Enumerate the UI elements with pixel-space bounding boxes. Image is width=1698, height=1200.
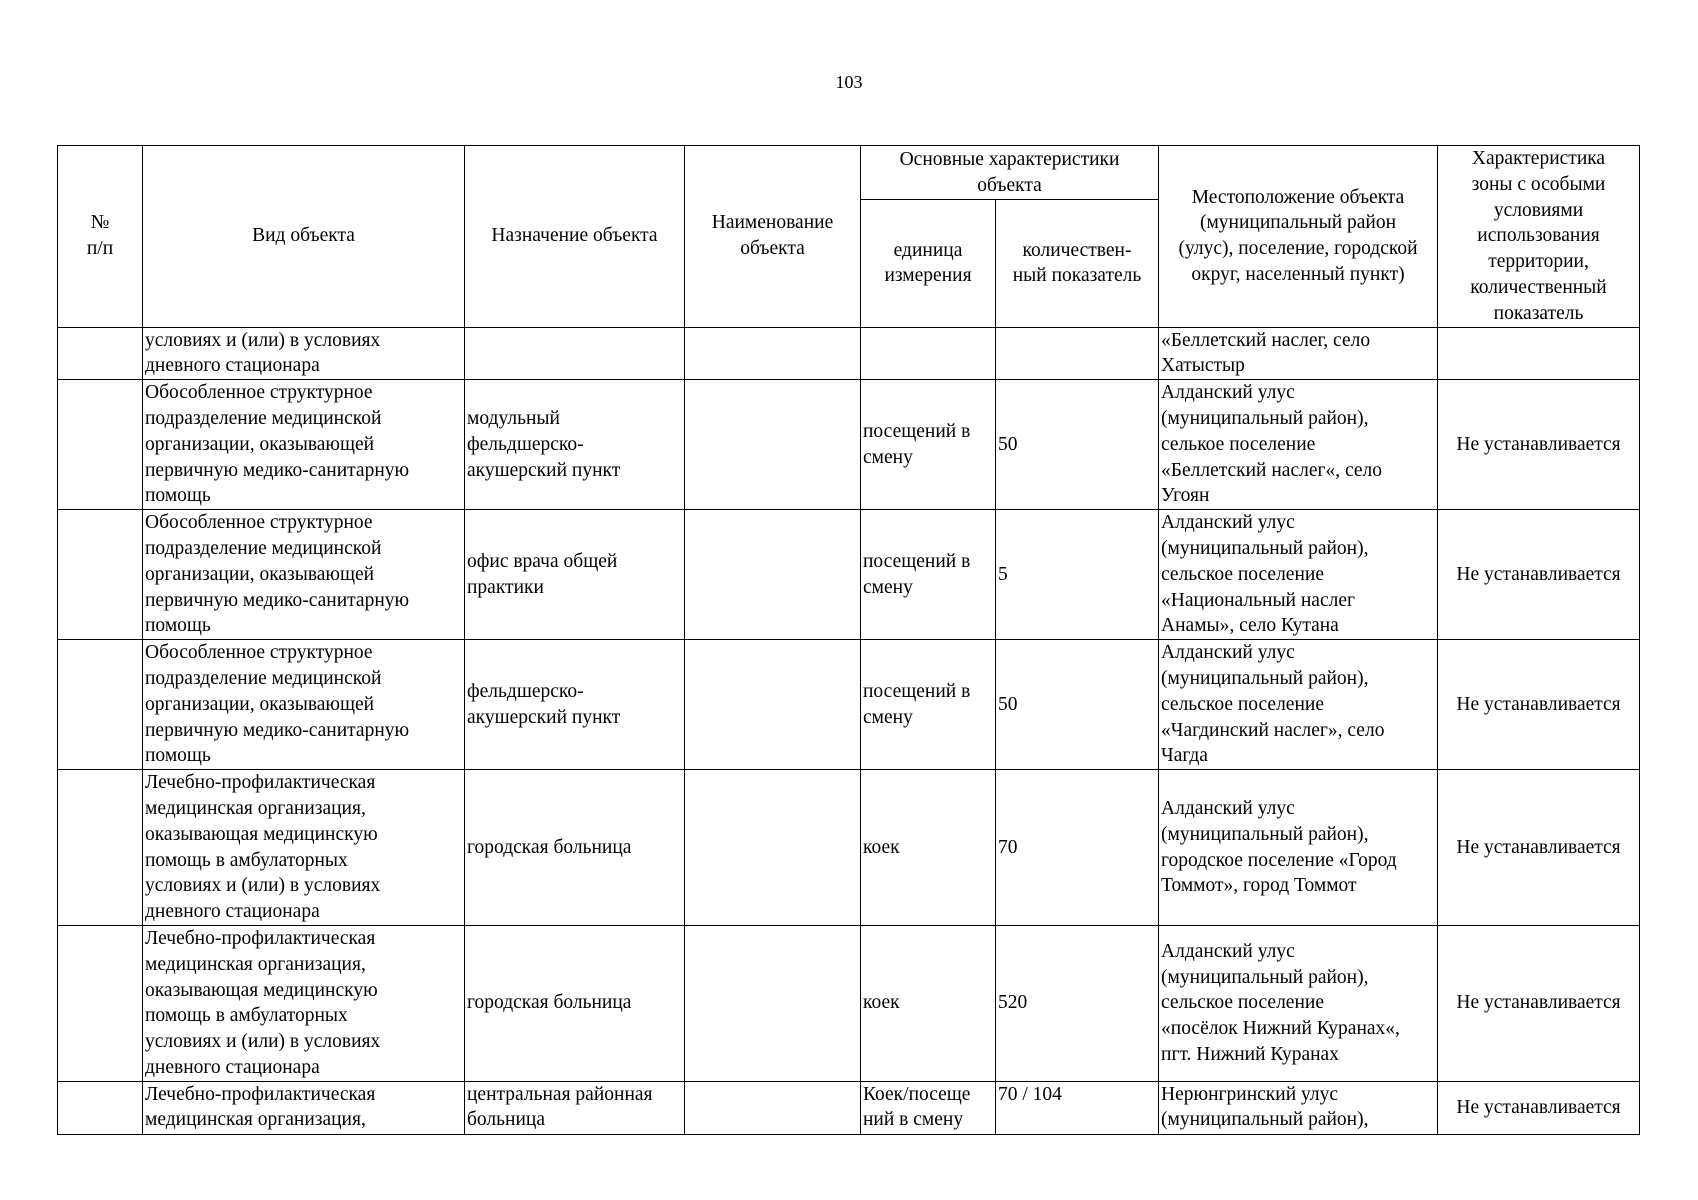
- cell-location: Алданский улус (муниципальный район), сельское поселение «Чагдинский наслег», село Чагда: [1159, 640, 1438, 770]
- cell-object-purpose: модульный фельдшерско- акушерский пункт: [465, 380, 685, 510]
- table-row: [58, 770, 1640, 926]
- header-num: № п/п: [58, 146, 143, 328]
- cell-num: [58, 380, 143, 510]
- cell-zone: Не устанавливается: [1438, 640, 1640, 770]
- cell-num: [58, 640, 143, 770]
- header-row-1: [58, 146, 1640, 200]
- cell-zone: [1438, 327, 1640, 380]
- cell-location: Алданский улус (муниципальный район), селькое поселение «Беллетский наслег«, село Угоян: [1159, 380, 1438, 510]
- cell-quantity: 50: [996, 380, 1159, 510]
- table-row: [58, 1081, 1640, 1134]
- cell-zone: Не устанавливается: [1438, 925, 1640, 1081]
- table-row: [58, 925, 1640, 1081]
- cell-num: [58, 1081, 143, 1134]
- header-unit: единица измерения: [861, 200, 996, 327]
- cell-object-purpose: городская больница: [465, 925, 685, 1081]
- cell-zone: Не устанавливается: [1438, 1081, 1640, 1134]
- cell-object-name: [685, 327, 861, 380]
- cell-location: Нерюнгринский улус (муниципальный район),: [1159, 1081, 1438, 1134]
- cell-object-name: [685, 1081, 861, 1134]
- cell-object-type: условиях и (или) в условиях дневного стационара: [143, 327, 465, 380]
- cell-zone: Не устанавливается: [1438, 380, 1640, 510]
- table-row: [58, 640, 1640, 770]
- cell-quantity: 70 / 104: [996, 1081, 1159, 1134]
- cell-num: [58, 510, 143, 640]
- cell-location: Алданский улус (муниципальный район), сельское поселение «Национальный наслег Анамы», село Кутана: [1159, 510, 1438, 640]
- cell-zone: Не устанавливается: [1438, 770, 1640, 926]
- header-object-purpose: Назначение объекта: [465, 146, 685, 328]
- cell-object-type: Лечебно-профилактическая медицинская организация, оказывающая медицинскую помощь в амбулаторных условиях и (или) в условиях дневного стационара: [143, 925, 465, 1081]
- cell-object-purpose: центральная районная больница: [465, 1081, 685, 1134]
- cell-unit: посещений в смену: [861, 510, 996, 640]
- cell-num: [58, 327, 143, 380]
- header-location: Местоположение объекта (муниципальный район (улус), поселение, городской округ, населенный пункт): [1159, 146, 1438, 328]
- cell-object-purpose: городская больница: [465, 770, 685, 926]
- cell-object-name: [685, 770, 861, 926]
- cell-location: Алданский улус (муниципальный район), сельское поселение «посёлок Нижний Куранах«, пгт. Нижний Куранах: [1159, 925, 1438, 1081]
- cell-quantity: 50: [996, 640, 1159, 770]
- cell-unit: посещений в смену: [861, 380, 996, 510]
- cell-unit: коек: [861, 925, 996, 1081]
- cell-unit: коек: [861, 770, 996, 926]
- cell-unit: [861, 327, 996, 380]
- objects-table: [57, 145, 1640, 1135]
- cell-object-type: Обособленное структурное подразделение медицинской организации, оказывающей первичную медико-санитарную помощь: [143, 640, 465, 770]
- cell-quantity: 70: [996, 770, 1159, 926]
- table-row: [58, 327, 1640, 380]
- cell-location: Алданский улус (муниципальный район), городское поселение «Город Томмот», город Томмот: [1159, 770, 1438, 926]
- cell-object-purpose: фельдшерско- акушерский пункт: [465, 640, 685, 770]
- cell-object-purpose: офис врача общей практики: [465, 510, 685, 640]
- cell-object-name: [685, 640, 861, 770]
- header-zone: Характеристика зоны с особыми условиями использования территории, количественный показатель: [1438, 146, 1640, 328]
- cell-quantity: 5: [996, 510, 1159, 640]
- page-number: 103: [835, 72, 863, 92]
- header-object-name: Наименование объекта: [685, 146, 861, 328]
- cell-object-name: [685, 510, 861, 640]
- header-object-type: Вид объекта: [143, 146, 465, 328]
- header-main-characteristics: Основные характеристики объекта: [861, 146, 1159, 200]
- cell-quantity: 520: [996, 925, 1159, 1081]
- cell-object-name: [685, 380, 861, 510]
- cell-unit: Коек/посеще ний в смену: [861, 1081, 996, 1134]
- cell-unit: посещений в смену: [861, 640, 996, 770]
- cell-quantity: [996, 327, 1159, 380]
- cell-object-name: [685, 925, 861, 1081]
- cell-object-type: Лечебно-профилактическая медицинская организация,: [143, 1081, 465, 1134]
- cell-num: [58, 770, 143, 926]
- table-row: [58, 380, 1640, 510]
- cell-object-type: Обособленное структурное подразделение медицинской организации, оказывающей первичную медико-санитарную помощь: [143, 380, 465, 510]
- cell-location: «Беллетский наслег, село Хатыстыр: [1159, 327, 1438, 380]
- cell-num: [58, 925, 143, 1081]
- cell-zone: Не устанавливается: [1438, 510, 1640, 640]
- cell-object-type: Обособленное структурное подразделение медицинской организации, оказывающей первичную медико-санитарную помощь: [143, 510, 465, 640]
- cell-object-purpose: [465, 327, 685, 380]
- header-quantity: количествен- ный показатель: [996, 200, 1159, 327]
- table-row: [58, 510, 1640, 640]
- cell-object-type: Лечебно-профилактическая медицинская организация, оказывающая медицинскую помощь в амбулаторных условиях и (или) в условиях дневного стационара: [143, 770, 465, 926]
